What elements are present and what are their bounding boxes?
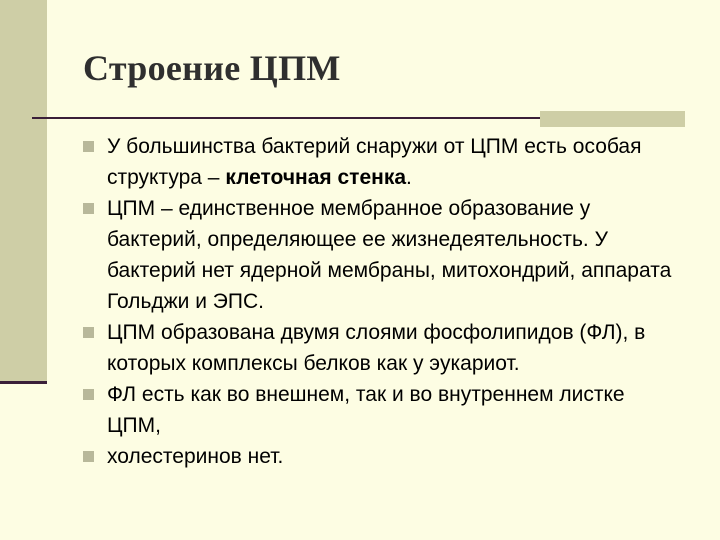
square-bullet-icon: [83, 203, 94, 214]
divider-accent-block: [540, 111, 685, 127]
square-bullet-icon: [83, 327, 94, 338]
bullet-item: [83, 441, 683, 472]
bullet-item: [83, 131, 683, 193]
bullet-text: ФЛ есть как во внешнем, так и во внутреннем листке ЦПМ,: [107, 383, 625, 437]
square-bullet-icon: [83, 389, 94, 400]
bullet-text-end: .: [406, 166, 412, 189]
bullet-item: [83, 379, 683, 441]
square-bullet-icon: [83, 141, 94, 152]
bullet-text: У большинства бактерий снаружи от ЦПМ есть особая структура –: [107, 135, 642, 189]
bullet-item: [83, 317, 683, 379]
bullet-item: [83, 193, 683, 317]
left-decorative-stripe: [0, 0, 47, 383]
bullet-text: холестеринов нет.: [107, 445, 284, 468]
stripe-bottom-line: [0, 381, 47, 384]
bullet-bold-term: клеточная стенка: [225, 166, 407, 189]
bullet-text: ЦПМ – единственное мембранное образование у бактерий, определяющее ее жизнедеятельность. У бактерий нет ядерной мембраны, митохондрий, аппарата Гольджи и ЭПС.: [107, 197, 672, 313]
bullet-text: ЦПМ образована двумя слоями фосфолипидов (ФЛ), в которых комплексы белков как у эукариот.: [107, 321, 646, 375]
square-bullet-icon: [83, 451, 94, 462]
slide-title: Строение ЦПМ: [83, 48, 341, 88]
bullet-list: [83, 131, 683, 472]
